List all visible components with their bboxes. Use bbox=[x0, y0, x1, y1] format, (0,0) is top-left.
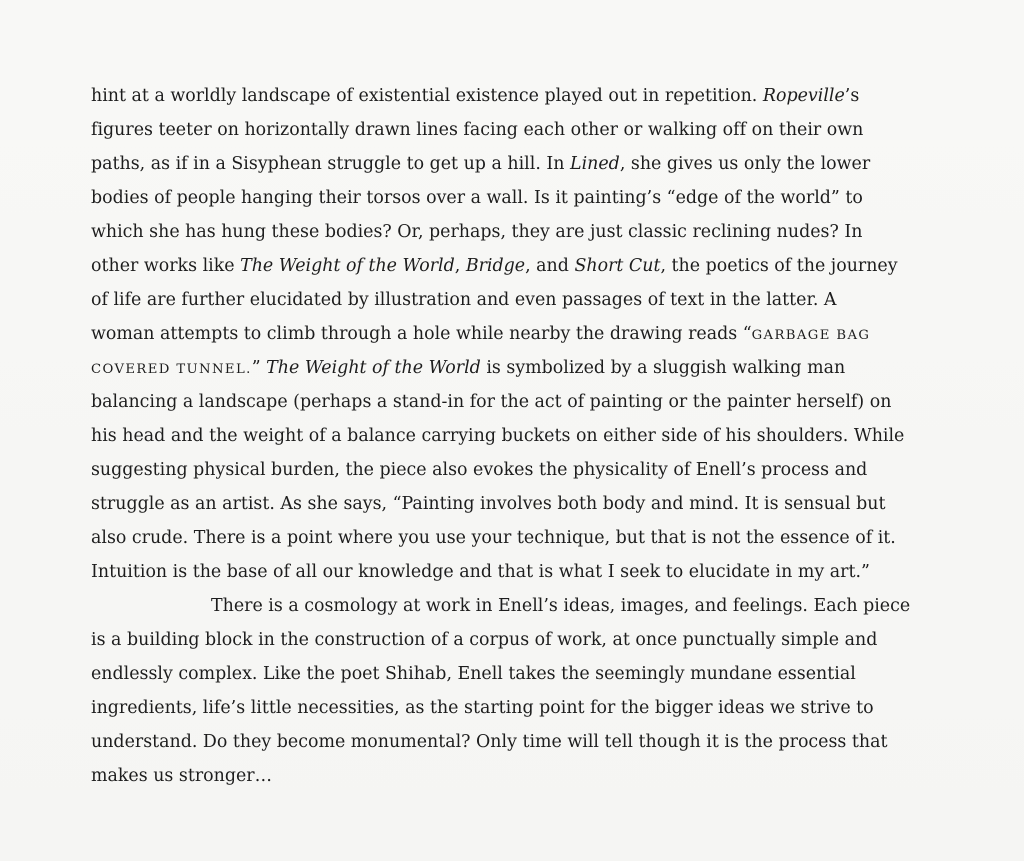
text-line bbox=[91, 487, 886, 521]
text-line bbox=[91, 147, 870, 181]
italic-title: Ropeville bbox=[762, 86, 845, 106]
italic-title: The Weight of the World bbox=[240, 256, 455, 276]
text-segment: woman attempts to climb through a hole while nearby the drawing reads “ bbox=[91, 324, 752, 344]
small-caps-text: COVERED TUNNEL. bbox=[91, 362, 252, 377]
text-line bbox=[91, 759, 272, 793]
text-line bbox=[91, 113, 863, 147]
text-line bbox=[91, 385, 891, 419]
text-line bbox=[91, 283, 837, 317]
text-segment: paths, as if in a Sisyphean struggle to get up a hill. In bbox=[91, 154, 571, 174]
text-segment: suggesting physical burden, the piece also evokes the physicality of Enell’s process and bbox=[91, 460, 868, 480]
text-segment: his head and the weight of a balance carrying buckets on either side of his shoulders. While bbox=[91, 426, 905, 446]
text-segment: , bbox=[454, 256, 466, 276]
text-segment: figures teeter on horizontally drawn lines facing each other or walking off on their own bbox=[91, 120, 864, 140]
text-segment: balancing a landscape (perhaps a stand-in for the act of painting or the painter herself) on bbox=[91, 392, 892, 412]
text-segment: , and bbox=[525, 256, 575, 276]
text-line bbox=[91, 555, 870, 589]
text-segment: Intuition is the base of all our knowledge and that is what I seek to elucidate in my art.” bbox=[91, 562, 870, 582]
text-line bbox=[91, 419, 904, 453]
text-line bbox=[91, 317, 870, 351]
text-segment: , the poetics of the journey bbox=[660, 256, 898, 276]
text-segment: struggle as an artist. As she says, “Painting involves both body and mind. It is sensual but bbox=[91, 494, 886, 514]
small-caps-text: GARBAGE BAG bbox=[751, 328, 871, 343]
paragraph-start-line bbox=[211, 589, 910, 623]
text-segment: understand. Do they become monumental? Only time will tell though it is the process that bbox=[91, 732, 888, 752]
text-segment: , she gives us only the lower bbox=[619, 154, 871, 174]
text-line bbox=[91, 79, 859, 113]
text-line bbox=[91, 181, 863, 215]
text-segment: which she has hung these bodies? Or, perhaps, they are just classic reclining nudes? In bbox=[91, 222, 863, 242]
text-segment: of life are further elucidated by illustration and even passages of text in the latter. A bbox=[91, 290, 837, 310]
italic-title: Lined bbox=[570, 154, 620, 174]
text-segment: is a building block in the construction of a corpus of work, at once punctually simple and bbox=[91, 630, 878, 650]
text-line bbox=[91, 351, 845, 385]
text-segment: ingredients, life’s little necessities, as the starting point for the bigger ideas we strive to bbox=[91, 698, 874, 718]
italic-title: Short Cut bbox=[574, 256, 661, 276]
text-line bbox=[91, 249, 898, 283]
text-line bbox=[91, 623, 877, 657]
text-segment: ’s bbox=[844, 86, 860, 106]
text-segment: endlessly complex. Like the poet Shihab, Enell takes the seemingly mundane essential bbox=[91, 664, 856, 684]
text-segment: makes us stronger… bbox=[91, 766, 272, 786]
text-segment: There is a cosmology at work in Enell’s ideas, images, and feelings. Each piece bbox=[211, 596, 911, 616]
text-line bbox=[91, 521, 896, 555]
text-segment: ” bbox=[251, 358, 267, 378]
text-line bbox=[91, 725, 887, 759]
text-line bbox=[91, 453, 867, 487]
text-line bbox=[91, 657, 856, 691]
italic-title: Bridge bbox=[465, 256, 526, 276]
text-segment: is symbolized by a sluggish walking man bbox=[480, 358, 846, 378]
text-segment: bodies of people hanging their torsos over a wall. Is it painting’s “edge of the world” to bbox=[91, 188, 863, 208]
italic-title: The Weight of the World bbox=[266, 358, 481, 378]
text-line bbox=[91, 215, 862, 249]
text-segment: also crude. There is a point where you use your technique, but that is not the essence of it. bbox=[91, 528, 896, 548]
text-line bbox=[91, 691, 874, 725]
text-segment: hint at a worldly landscape of existential existence played out in repetition. bbox=[91, 86, 763, 106]
text-segment: other works like bbox=[91, 256, 241, 276]
